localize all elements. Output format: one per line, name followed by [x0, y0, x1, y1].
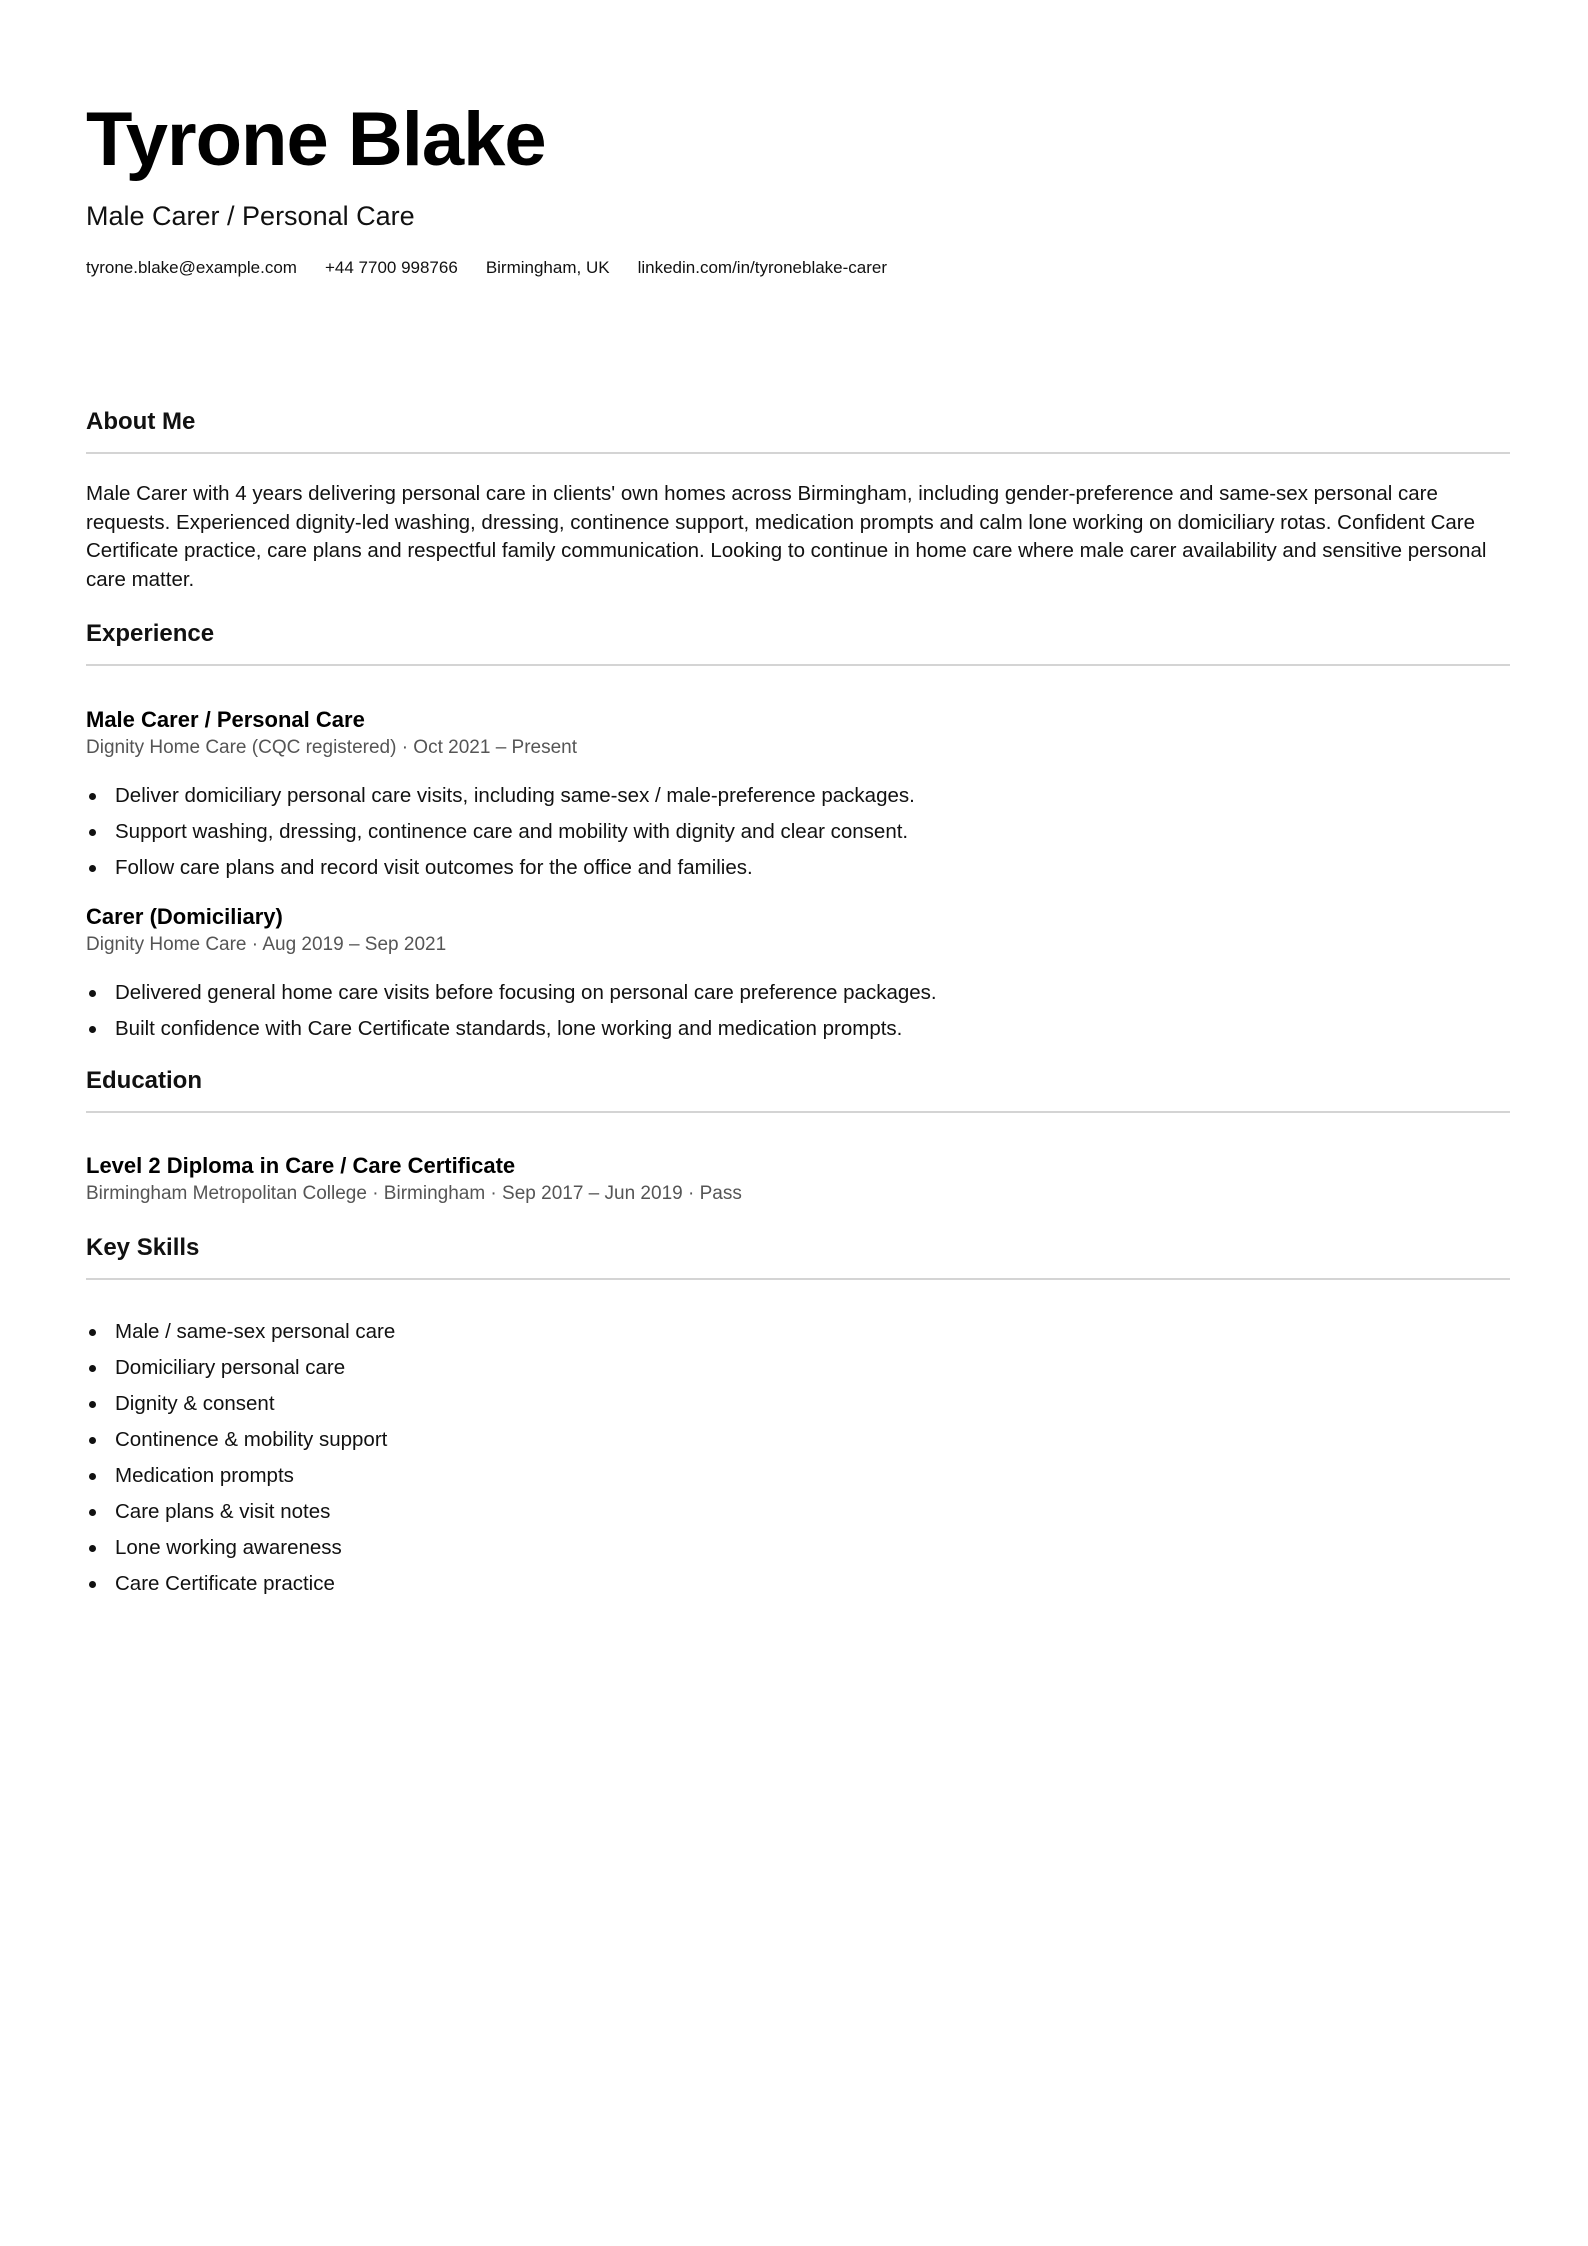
education-meta: Birmingham Metropolitan College · Birmingham · Sep 2017 – Jun 2019 · Pass	[86, 1183, 742, 1204]
list-item: Support washing, dressing, continence care and mobility with dignity and clear consent.	[86, 814, 1510, 850]
section-divider	[86, 452, 1510, 454]
about-title: About Me	[86, 408, 196, 435]
contact-linkedin[interactable]: linkedin.com/in/tyroneblake-carer	[637, 258, 888, 277]
section-divider	[86, 1278, 1510, 1280]
job-meta: Dignity Home Care · Aug 2019 – Sep 2021	[86, 934, 447, 955]
list-item: Delivered general home care visits before focusing on personal care preference packages.	[86, 975, 1510, 1011]
contact-email[interactable]: tyrone.blake@example.com	[86, 258, 297, 277]
list-item: Built confidence with Care Certificate standards, lone working and medication prompts.	[86, 1011, 1510, 1047]
list-item: Care Certificate practice	[86, 1566, 1510, 1602]
list-item: Male / same-sex personal care	[86, 1314, 1510, 1350]
list-item: Continence & mobility support	[86, 1422, 1510, 1458]
candidate-headline: Male Carer / Personal Care	[86, 201, 415, 231]
education-title: Education	[86, 1067, 203, 1094]
experience-title: Experience	[86, 620, 215, 647]
list-item: Care plans & visit notes	[86, 1494, 1510, 1530]
list-item: Dignity & consent	[86, 1386, 1510, 1422]
job-entry	[86, 902, 1510, 1047]
about-text: Male Carer with 4 years delivering personal care in clients' own homes across Birmingham, including gender-preference and same-sex personal care requests. Experienced dignity-led washing, dressing, continence support, medication prompts and calm lone working on domiciliary rotas. Confident Care Certificate practice, care plans and respectful family communication. Looking to continue in home care where male carer availability and sensitive personal care matter.	[86, 482, 1487, 591]
contact-row	[86, 256, 887, 280]
skills-title: Key Skills	[86, 1234, 200, 1261]
section-divider	[86, 664, 1510, 666]
candidate-name: Tyrone Blake	[86, 97, 546, 182]
section-divider	[86, 1111, 1510, 1113]
job-title: Male Carer / Personal Care	[86, 707, 365, 732]
job-meta: Dignity Home Care (CQC registered) · Oct 2021 – Present	[86, 737, 578, 758]
contact-location: Birmingham, UK	[485, 258, 610, 277]
list-item: Medication prompts	[86, 1458, 1510, 1494]
job-bullets	[86, 778, 1510, 886]
skills-section	[86, 1232, 1510, 1602]
experience-section	[86, 618, 1510, 1047]
list-item: Domiciliary personal care	[86, 1350, 1510, 1386]
job-bullets	[86, 975, 1510, 1047]
list-item: Lone working awareness	[86, 1530, 1510, 1566]
list-item: Deliver domiciliary personal care visits, including same-sex / male-preference packages.	[86, 778, 1510, 814]
education-entry	[86, 1151, 1510, 1207]
education-section	[86, 1065, 1510, 1207]
about-section	[86, 406, 1510, 594]
list-item: Follow care plans and record visit outcomes for the office and families.	[86, 850, 1510, 886]
job-title: Carer (Domiciliary)	[86, 904, 283, 929]
job-entry	[86, 705, 1510, 886]
contact-phone[interactable]: +44 7700 998766	[324, 258, 458, 277]
skills-list	[86, 1314, 1510, 1602]
education-title-text: Level 2 Diploma in Care / Care Certificate	[86, 1153, 516, 1178]
